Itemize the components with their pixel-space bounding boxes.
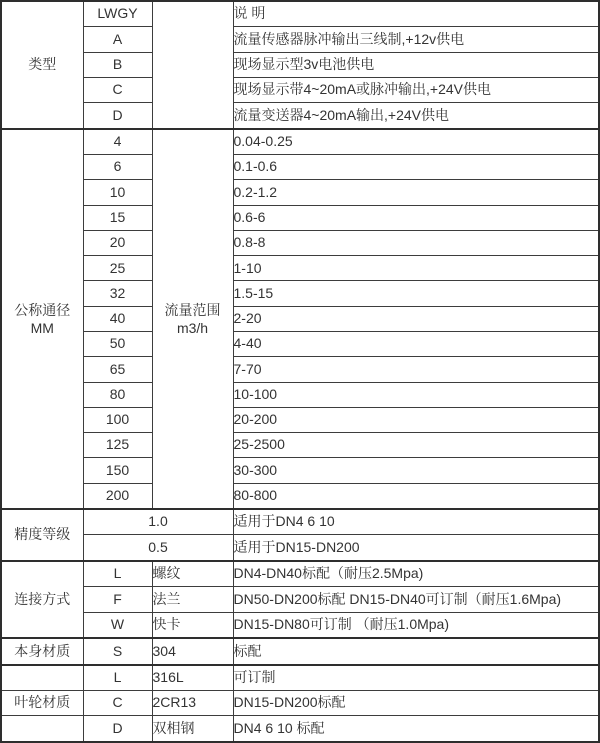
impeller-material-section-label: 叶轮材质 (1, 691, 83, 716)
connection-code: F (83, 587, 152, 612)
dn-value: 65 (83, 357, 152, 382)
dn-value: 125 (83, 433, 152, 458)
table-row (1, 180, 599, 205)
type-code: D (83, 103, 152, 129)
table-row (1, 665, 599, 691)
table-row (1, 509, 599, 535)
material-name: 316L (152, 665, 233, 691)
table-row (1, 382, 599, 407)
connection-name: 螺纹 (152, 561, 233, 587)
flow-range-value: 80-800 (233, 483, 599, 509)
flow-range-value: 4-40 (233, 331, 599, 356)
connection-code: L (83, 561, 152, 587)
dn-value: 6 (83, 155, 152, 180)
model-code-header: LWGY (83, 1, 152, 27)
connection-section-label: 连接方式 (1, 561, 83, 638)
connection-code: W (83, 612, 152, 638)
flow-range-value: 25-2500 (233, 433, 599, 458)
table-row (1, 331, 599, 356)
flow-range-value: 0.04-0.25 (233, 129, 599, 155)
dn-value: 10 (83, 180, 152, 205)
flow-range-value: 0.8-8 (233, 230, 599, 255)
connection-desc: DN4-DN40标配（耐压2.5Mpa) (233, 561, 599, 587)
type-section-label: 类型 (1, 1, 83, 129)
flow-range-value: 7-70 (233, 357, 599, 382)
type-code: C (83, 77, 152, 102)
dn-value: 50 (83, 331, 152, 356)
dn-value: 4 (83, 129, 152, 155)
table-row (1, 155, 599, 180)
diameter-section-label (1, 129, 83, 509)
description-header: 说 明 (233, 1, 599, 27)
table-row (1, 407, 599, 432)
material-desc: 可订制 (233, 665, 599, 691)
material-desc: DN4 6 10 标配 (233, 716, 599, 742)
table-row (1, 129, 599, 155)
table-row (1, 638, 599, 665)
material-name: 2CR13 (152, 691, 233, 716)
table-row (1, 458, 599, 483)
table-row (1, 77, 599, 102)
connection-name: 快卡 (152, 612, 233, 638)
dn-value: 25 (83, 256, 152, 281)
table-row (1, 587, 599, 612)
material-label-empty (1, 716, 83, 742)
table-row (1, 612, 599, 638)
dn-value: 32 (83, 281, 152, 306)
connection-name: 法兰 (152, 587, 233, 612)
dn-value: 150 (83, 458, 152, 483)
diameter-label-line2: MM (30, 319, 54, 336)
flow-range-value: 2-20 (233, 306, 599, 331)
flow-range-value: 1-10 (233, 256, 599, 281)
type-desc: 现场显示型3v电池供电 (233, 52, 599, 77)
flow-range-value: 0.6-6 (233, 205, 599, 230)
body-material-section-label: 本身材质 (1, 638, 83, 665)
material-desc: DN15-DN200标配 (233, 691, 599, 716)
table-row (1, 27, 599, 52)
type-empty-cell (152, 1, 233, 129)
accuracy-desc: 适用于DN4 6 10 (233, 509, 599, 535)
accuracy-desc: 适用于DN15-DN200 (233, 535, 599, 561)
table-row (1, 483, 599, 509)
table-row (1, 230, 599, 255)
flow-range-value: 0.1-0.6 (233, 155, 599, 180)
flow-range-value: 30-300 (233, 458, 599, 483)
accuracy-value: 1.0 (83, 509, 233, 535)
diameter-label-line1: 公称通径 (14, 301, 71, 318)
table-row (1, 281, 599, 306)
dn-value: 15 (83, 205, 152, 230)
flow-range-label-line1: 流量范围 (164, 301, 221, 318)
accuracy-section-label: 精度等级 (1, 509, 83, 561)
table-row (1, 535, 599, 561)
accuracy-value: 0.5 (83, 535, 233, 561)
type-code: A (83, 27, 152, 52)
dn-value: 200 (83, 483, 152, 509)
table-row (1, 1, 599, 27)
connection-desc: DN15-DN80可订制 （耐压1.0Mpa) (233, 612, 599, 638)
material-desc: 标配 (233, 638, 599, 665)
flow-range-value: 20-200 (233, 407, 599, 432)
table-row (1, 433, 599, 458)
table-row (1, 205, 599, 230)
connection-desc: DN50-DN200标配 DN15-DN40可订制（耐压1.6Mpa) (233, 587, 599, 612)
material-label-empty (1, 665, 83, 691)
material-code: L (83, 665, 152, 691)
table-row (1, 52, 599, 77)
table-row (1, 691, 599, 716)
material-code: C (83, 691, 152, 716)
material-code: D (83, 716, 152, 742)
flow-range-value: 10-100 (233, 382, 599, 407)
table-row (1, 357, 599, 382)
table-row (1, 306, 599, 331)
material-code: S (83, 638, 152, 665)
table-row (1, 561, 599, 587)
table-row (1, 716, 599, 742)
type-desc: 流量传感器脉冲输出三线制,+12v供电 (233, 27, 599, 52)
material-name: 双相钢 (152, 716, 233, 742)
flow-range-label-line2: m3/h (176, 319, 209, 336)
material-name: 304 (152, 638, 233, 665)
dn-value: 100 (83, 407, 152, 432)
flow-range-value: 1.5-15 (233, 281, 599, 306)
dn-value: 80 (83, 382, 152, 407)
dn-value: 40 (83, 306, 152, 331)
type-desc: 流量变送器4~20mA输出,+24V供电 (233, 103, 599, 129)
type-code: B (83, 52, 152, 77)
dn-value: 20 (83, 230, 152, 255)
table-row (1, 103, 599, 129)
table-row (1, 256, 599, 281)
flow-range-label (152, 129, 233, 509)
type-desc: 现场显示带4~20mA或脉冲输出,+24V供电 (233, 77, 599, 102)
flow-range-value: 0.2-1.2 (233, 180, 599, 205)
